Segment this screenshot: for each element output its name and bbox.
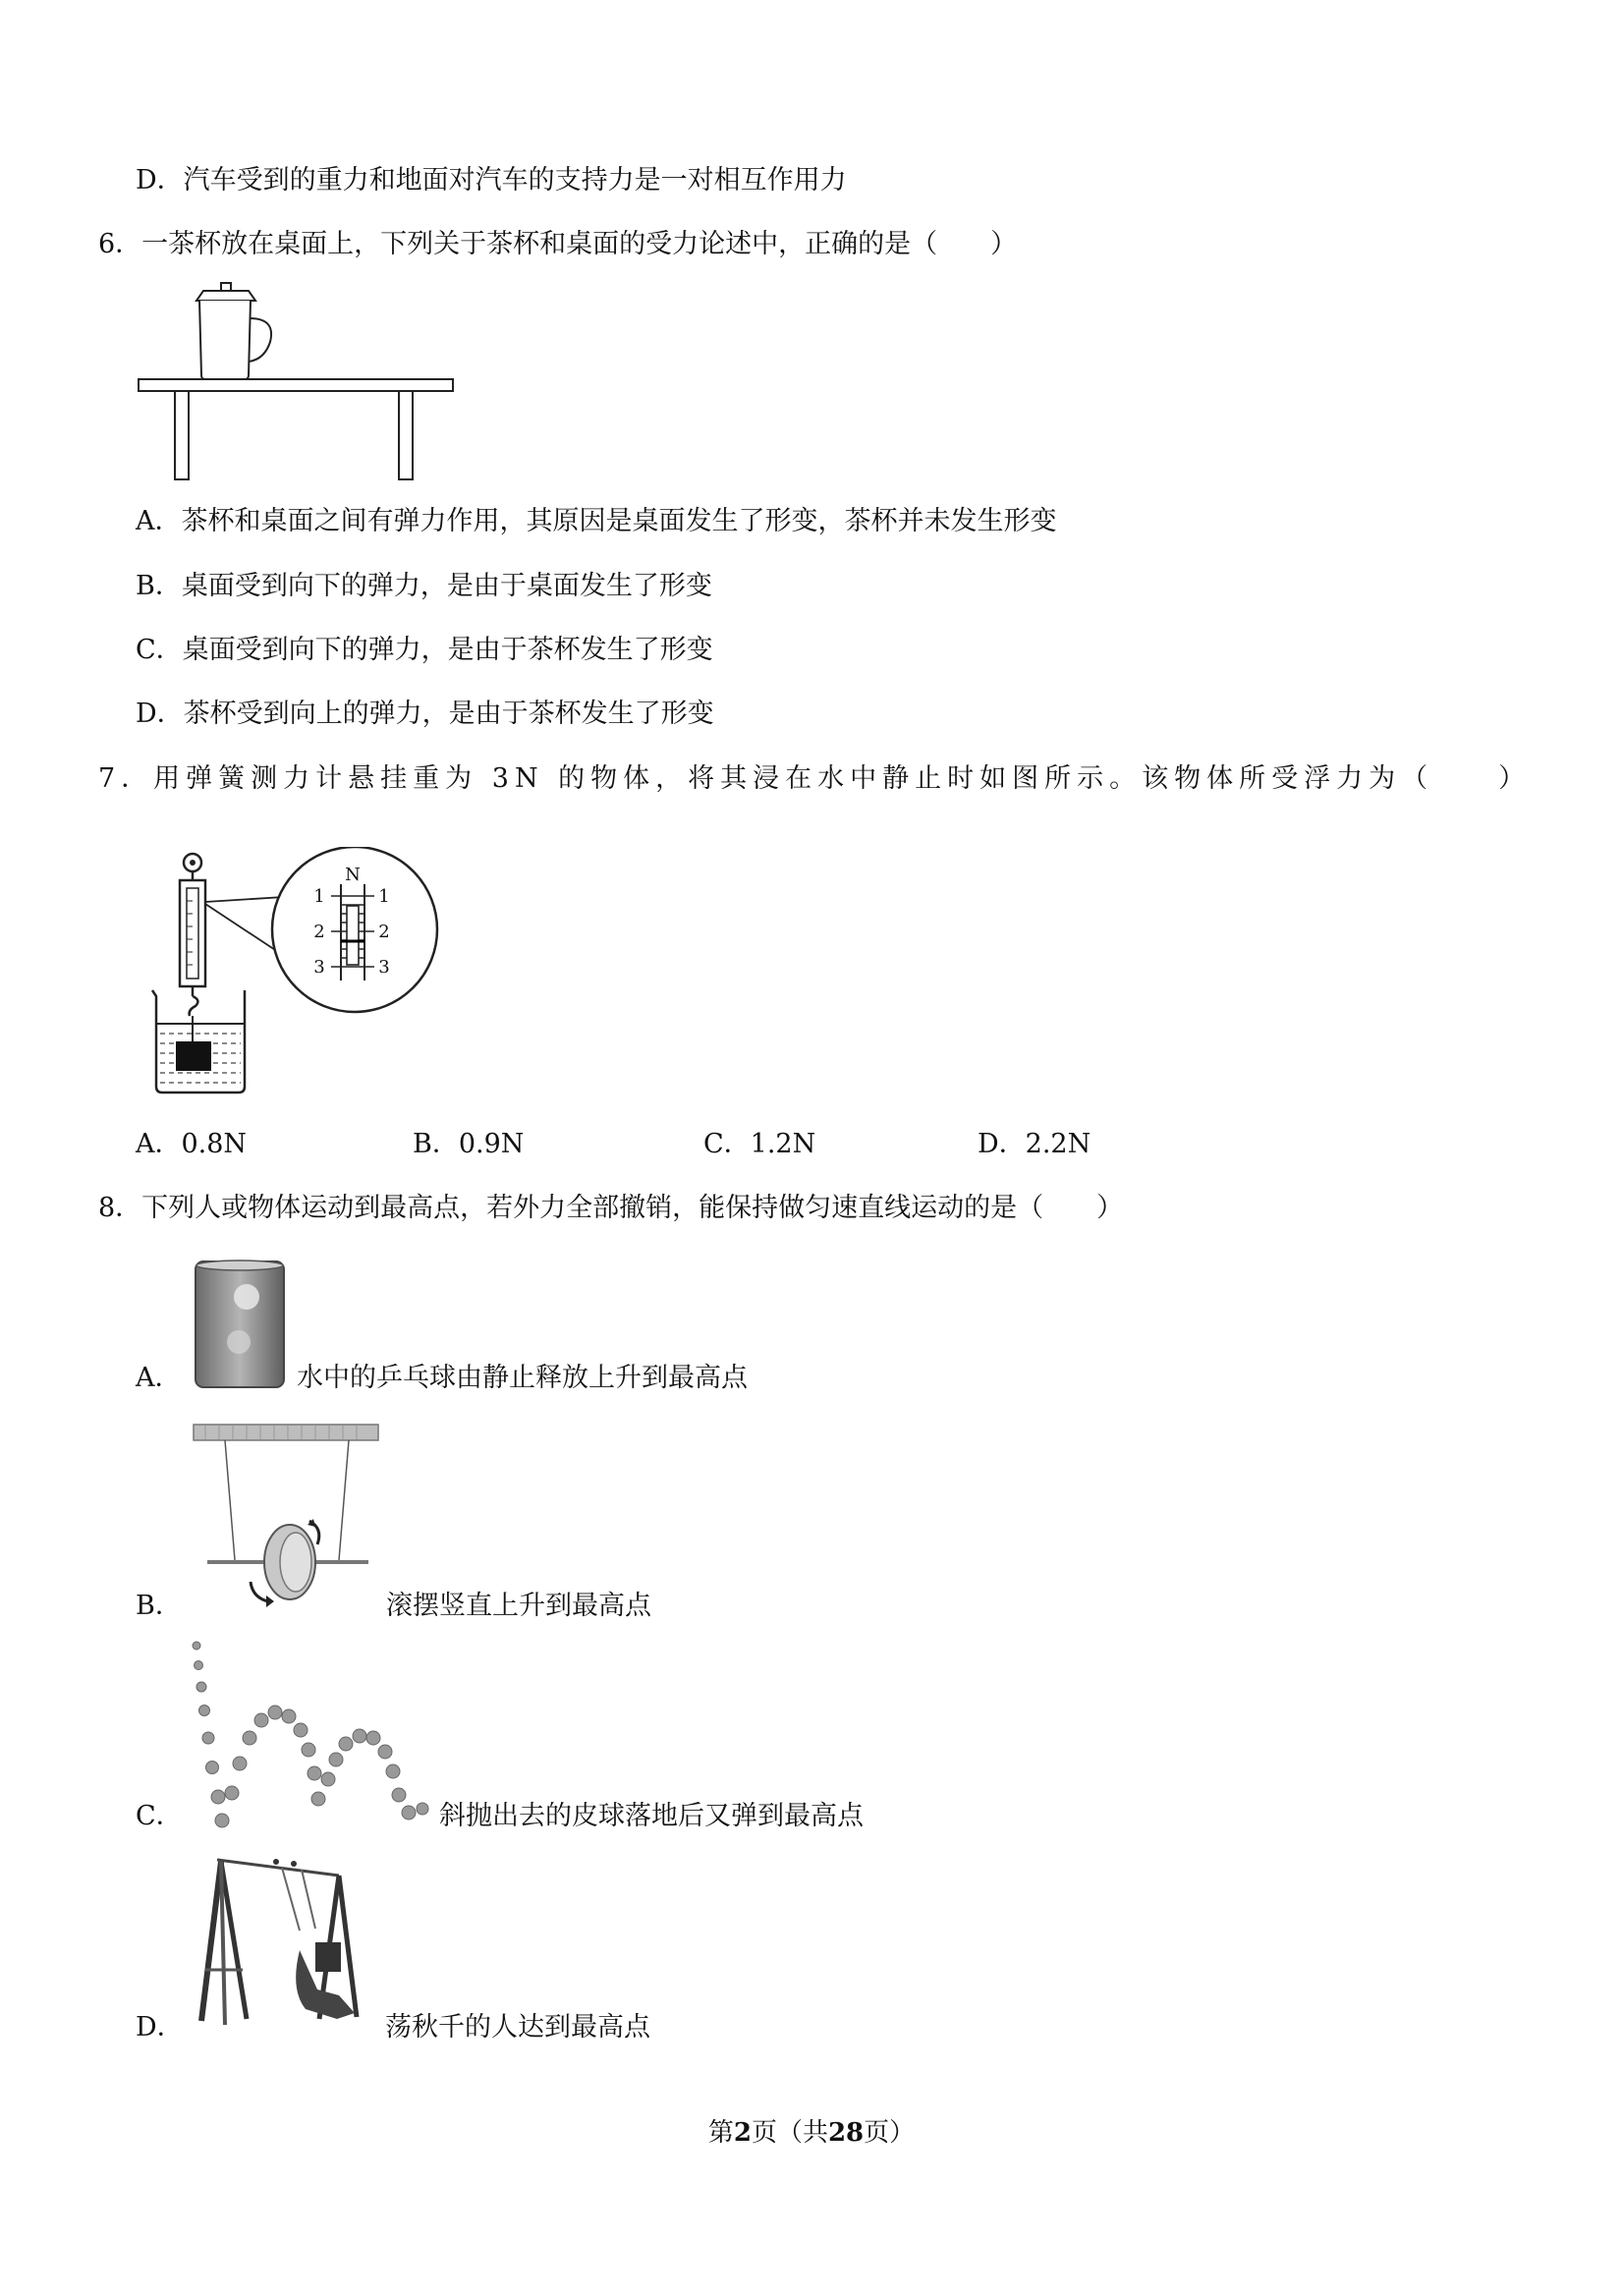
maxwell-pendulum-image (192, 1423, 383, 1614)
q8-option-b-label: B． (136, 1591, 182, 1621)
bouncing-ball-image (187, 1636, 432, 1832)
q6-option-b: B．桌面受到向下的弹力，是由于桌面发生了形变 (136, 571, 712, 601)
teacup-on-table-figure (133, 277, 462, 483)
q7-option-a: A．0.8N (136, 1129, 248, 1159)
page-footer (0, 2112, 1623, 2149)
footer-suffix: 页） (864, 2118, 916, 2148)
q8-option-d-label: D． (136, 2012, 184, 2043)
footer-mid: 页（共 (751, 2118, 828, 2148)
q6-option-c: C．桌面受到向下的弹力，是由于茶杯发生了形变 (136, 635, 713, 665)
q8-option-c-label: C． (136, 1801, 183, 1831)
q6-stem: 6．一茶杯放在桌面上，下列关于茶杯和桌面的受力论述中，正确的是（ ） (98, 229, 1018, 259)
q8-option-b-text: 滚摆竖直上升到最高点 (386, 1591, 651, 1621)
q8-option-a-label: A． (136, 1363, 182, 1393)
footer-page-number: 2 (733, 2118, 752, 2148)
q8-option-c-text: 斜抛出去的皮球落地后又弹到最高点 (439, 1801, 864, 1831)
swing-image (192, 1852, 388, 2031)
scale-unit-label: N (345, 865, 361, 885)
scale-tick-1-right: 1 (378, 886, 390, 907)
q7-stem: 7．用弹簧测力计悬挂重为 3N 的物体，将其浸在水中静止时如图所示。该物体所受浮力为（ ） (98, 763, 1532, 794)
beaker-pingpong-image (192, 1258, 290, 1390)
q6-option-d: D．茶杯受到向上的弹力，是由于茶杯发生了形变 (136, 699, 714, 729)
scale-tick-3-left: 3 (313, 957, 325, 978)
q6-option-a: A．茶杯和桌面之间有弹力作用，其原因是桌面发生了形变，茶杯并未发生形变 (136, 506, 1057, 536)
q8-stem: 8．下列人或物体运动到最高点，若外力全部撤销，能保持做匀速直线运动的是（ ） (98, 1193, 1124, 1223)
scale-tick-2-right: 2 (378, 922, 390, 942)
q8-option-a-text: 水中的乒乓球由静止释放上升到最高点 (297, 1363, 748, 1393)
scale-tick-2-left: 2 (313, 922, 325, 942)
q7-option-c: C．1.2N (703, 1129, 816, 1159)
footer-prefix: 第 (707, 2118, 734, 2148)
scale-tick-1-left: 1 (313, 886, 325, 907)
q8-option-d-text: 荡秋千的人达到最高点 (385, 2012, 650, 2043)
q5-option-d: D．汽车受到的重力和地面对汽车的支持力是一对相互作用力 (136, 165, 847, 196)
footer-total-pages: 28 (827, 2118, 865, 2148)
q7-option-b: B．0.9N (413, 1129, 525, 1159)
q7-option-d: D．2.2N (978, 1129, 1091, 1159)
spring-scale-in-water-figure (133, 847, 447, 1100)
scale-tick-3-right: 3 (378, 957, 390, 978)
